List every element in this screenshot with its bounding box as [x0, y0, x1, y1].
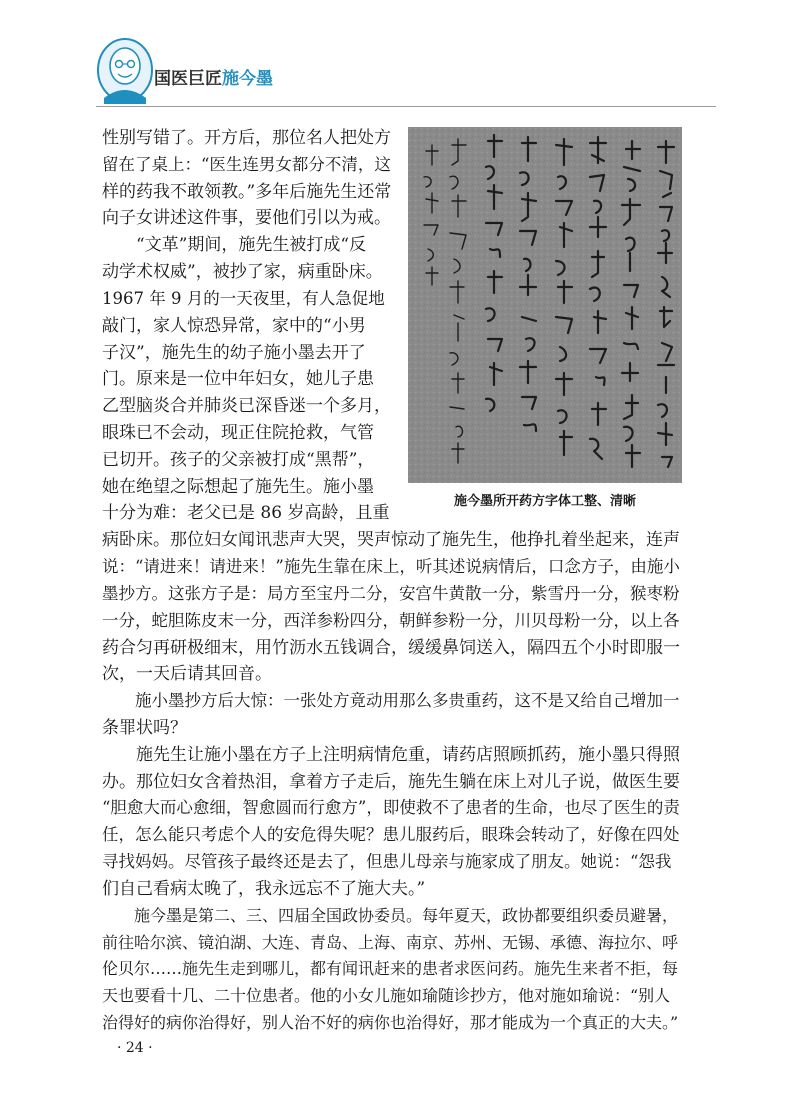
body-line: 留在了桌上：“医生连男女都分不清，这: [102, 154, 391, 174]
body-line: 性别写错了。开方后，那位名人把处方: [102, 128, 391, 148]
prescription-image: [408, 127, 682, 483]
body-line: 她在绝望之际想起了施先生。施小墨: [102, 476, 374, 497]
body-line: 门。原来是一位中年妇女，她儿子患: [102, 369, 374, 390]
figure-caption: 施今墨所开药方字体工整、清晰: [453, 494, 636, 509]
body-line: 说：“请进来！请进来！”施先生靠在床上，听其述说病情后，口念方子，由施小: [102, 557, 680, 577]
body-line: 敲门，家人惊恐异常，家中的“小男: [102, 315, 366, 336]
body-line: 十分为难：老父已是 86 岁高龄，且重: [102, 503, 390, 524]
book-title-prefix: 国医巨匠: [154, 69, 222, 89]
body-line: 病卧床。那位妇女闻讯悲声大哭，哭声惊动了施先生，他挣扎着坐起来，连声: [102, 530, 680, 551]
body-line: 办。那位妇女含着热泪，拿着方子走后，施先生躺在床上对儿子说，做医生要: [102, 771, 680, 792]
book-title-name: 施今墨: [222, 69, 273, 89]
body-line: “胆愈大而心愈细，智愈圆而行愈方”，即使救不了患者的生命，也尽了医生的责: [102, 798, 680, 818]
body-line: 施小墨抄方后大惊：一张处方竟动用那么多贵重药，这不是又给自己增加一: [102, 691, 680, 711]
body-line: 寻找妈妈。尽管孩子最终还是去了，但患儿母亲与施家成了朋友。她说：“怨我: [102, 852, 672, 872]
body-line: 药合匀再研极细末，用竹沥水五钱调合，缓缓鼻饲送入，隔四五个小时即服一: [102, 637, 680, 658]
body-line: 伦贝尔……施先生走到哪儿，都有闻讯赶来的患者求医问药。施先生来者不拒，每: [102, 959, 679, 979]
body-line: 向子女讲述这件事，要他们引以为戒。: [102, 208, 391, 229]
running-header: [96, 38, 716, 110]
page-number: · 24 ·: [117, 1040, 153, 1056]
body-line: “文革”期间，施先生被打成“反: [102, 235, 367, 256]
body-line: 治得好的病你治得好，别人治不好的病你也治得好，那才能成为一个真正的大夫。”: [102, 1013, 679, 1032]
body-line: 们自己看病太晚了，我永远忘不了施大夫。”: [102, 878, 426, 899]
body-line: 已切开。孩子的父亲被打成“黑帮”，: [102, 449, 375, 470]
body-line: 前往哈尔滨、镜泊湖、大连、青岛、上海、南京、苏州、无锡、承德、海拉尔、呼: [102, 932, 679, 952]
header-divider: [96, 106, 716, 107]
body-line: 次，一天后请其回音。: [102, 664, 272, 685]
body-line: 眼珠已不会动，现正住院抢救，气管: [102, 423, 374, 443]
body-line: 一分，蛇胆陈皮末一分，西洋参粉四分，朝鲜参粉一分，川贝母粉一分，以上各: [102, 610, 680, 630]
body-line: 子汉”，施先生的幼子施小墨去开了: [102, 342, 366, 363]
author-portrait: [96, 38, 154, 104]
body-line: 任，怎么能只考虑个人的安危得失呢？患儿服药后，眼珠会转动了，好像在四处: [102, 825, 680, 845]
body-line: 乙型脑炎合并肺炎已深昏迷一个多月，: [102, 396, 391, 417]
body-line: 条罪状吗？: [102, 718, 187, 738]
body-line: 施今墨是第二、三、四届全国政协委员。每年夏天，政协都要组织委员避暑，: [102, 905, 679, 925]
body-line: 动学术权威”，被抄了家，病重卧床。: [102, 262, 383, 283]
body-line: 样的药我不敢领教。”多年后施先生还常: [102, 181, 392, 202]
body-line: 1967 年 9 月的一天夜里，有人急促地: [102, 288, 385, 308]
body-line: 墨抄方。这张方子是：局方至宝丹二分，安宫牛黄散一分，紫雪丹一分，猴枣粉: [102, 583, 680, 603]
body-line: 施先生让施小墨在方子上注明病情危重，请药店照顾抓药，施小墨只得照: [102, 744, 680, 765]
body-line: 天也要看十几、二十位患者。他的小女儿施如瑜随诊抄方，他对施如瑜说：“别人: [102, 986, 671, 1006]
book-title: [154, 64, 273, 89]
